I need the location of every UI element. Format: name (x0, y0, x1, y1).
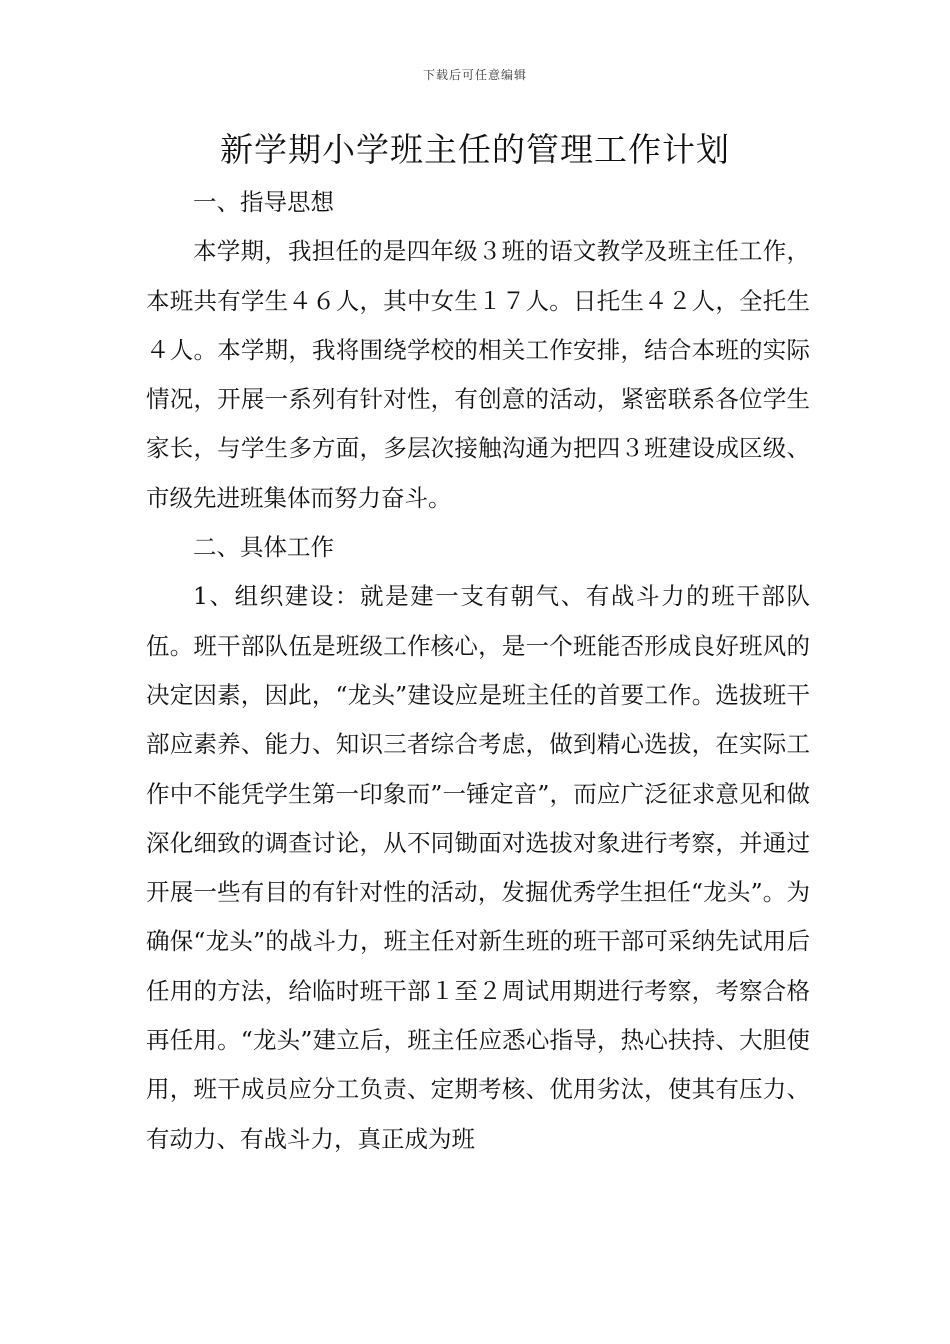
page-header-note: 下载后可任意编辑 (422, 68, 527, 82)
paragraph-guiding-thought: 本学期，我担任的是四年级３班的语文教学及班主任工作，本班共有学生４６人，其中女生１７人。日托生４２人，全托生４人。本学期，我将围绕学校的相关工作安排，结合本班的实际情况，开展一系列有针对性，有创意的活动，紧密联系各位学生家长，与学生多方面，多层次接触沟通为把四３班建设成区级、市级先进班集体而努力奋斗。 (146, 237, 810, 512)
document-body (146, 178, 810, 1164)
document-title: 新学期小学班主任的管理工作计划 (220, 130, 730, 169)
section-heading-specific-work: 二、具体工作 (193, 533, 334, 562)
paragraph-organization-building: 1、组织建设：就是建一支有朝气、有战斗力的班干部队伍。班干部队伍是班级工作核心，是一个班能否形成良好班风的决定因素，因此，“龙头”建设应是班主任的首要工作。选拔班干部应素养、能力、知识三者综合考虑，做到精心选拔，在实际工作中不能凭学生第一印象而”一锤定音”，而应广泛征求意见和做深化细致的调查讨论，从不同锄面对选拔对象进行考察，并通过开展一些有目的有针对性的活动，发掘优秀学生担任“龙头”。为确保“龙头”的战斗力，班主任对新生班的班干部可采纳先试用后任用的方法，给临时班干部１至２周试用期进行考察，考察合格再任用。“龙头”建立后，班主任应悉心指导，热心扶持、大胆使用，班干成员应分工负责、定期考核、优用劣汰，使其有压力、有动力、有战斗力，真正成为班 (146, 582, 810, 1153)
section-heading-guiding-thought: 一、指导思想 (193, 188, 334, 216)
